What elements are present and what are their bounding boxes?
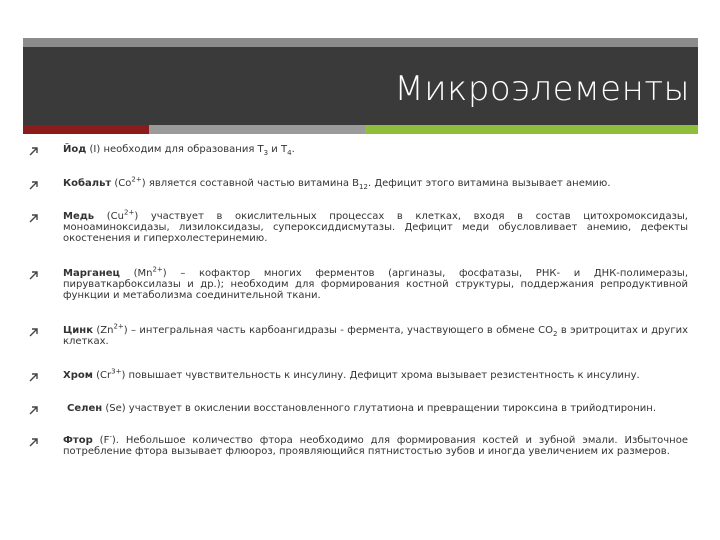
arrow-bullet-icon [28,145,40,157]
arrow-bullet-icon [28,179,40,191]
element-name: Фтор [63,435,93,446]
element-name: Кобальт [63,178,112,189]
arrow-bullet-icon [28,269,40,281]
element-name: Медь [63,211,95,222]
element-name: Селен [67,403,103,414]
arrow-bullet-icon [28,212,40,224]
element-name: Марганец [63,268,120,279]
slide-title: Микроэлементы [394,69,690,109]
element-name: Цинк [63,325,93,336]
element-name: Йод [63,144,87,155]
accent-bar [23,125,698,134]
arrow-bullet-icon [28,371,40,383]
accent-bar-green [365,125,698,134]
arrow-bullet-icon [28,404,40,416]
arrow-bullet-icon [28,436,40,448]
accent-bar-red [23,125,149,134]
element-name: Хром [63,370,93,381]
arrow-bullet-icon [28,326,40,338]
title-header [23,47,698,125]
top-strip [23,38,698,47]
accent-bar-gray [149,125,365,134]
